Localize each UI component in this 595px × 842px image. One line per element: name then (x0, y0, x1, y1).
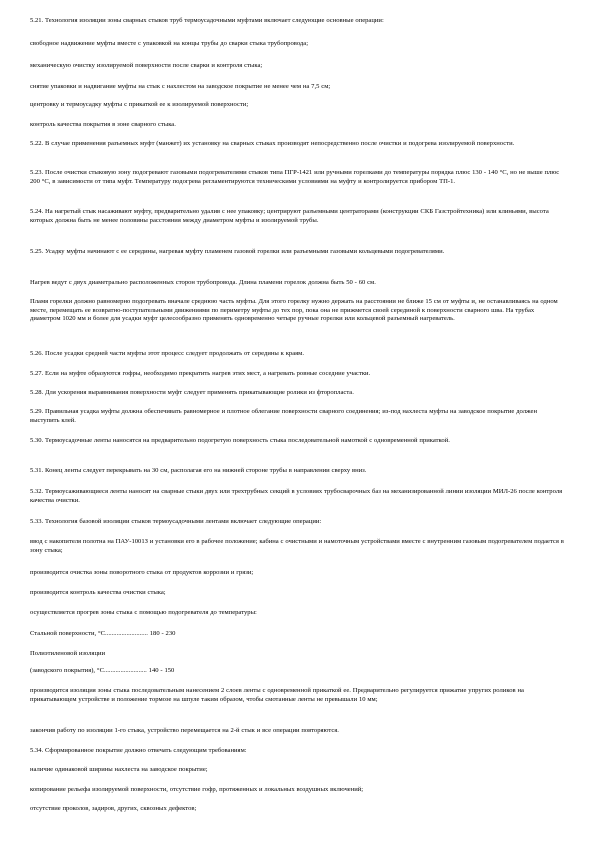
paragraph: осуществляется прогрев зоны стыка с помощью подогревателя до температуры: (30, 609, 257, 616)
temperature-row: Стальной поверхности, °С.......................... 180 - 230 (30, 630, 176, 637)
paragraph: наличие одинаковой ширины нахлеста на заводское покрытие; (30, 766, 208, 773)
paragraph-5-30: 5.30. Термоусадочные ленты наносятся на предварительно подогретую поверхность стыка последовательной намоткой с одновременной прикаткой. (30, 437, 450, 444)
paragraph: производится изоляция зоны стыка последовательным нанесением 2 слоев ленты с одновременной прикаткой ее. Предварительно регулируется прижатие упругих роликов на прикатывающем устройстве и положение тормозе на шпуле таким образом, чтобы смотанные ленты не превышали 10 мм; (30, 687, 524, 703)
paragraph-5-28: 5.28. Для ускорения выравнивания поверхности муфт следует применять прикатывающие ролики из фторопласта. (30, 389, 354, 396)
paragraph-5-22: 5.22. В случае применения разъемных муфт (манжет) их установку на сварных стыках производят непосредственно после очистки и подогрева изолируемой поверхности. (30, 140, 515, 147)
paragraph: свободное надвижение муфты вместе с упаковкой на концы трубы до сварки стыка трубопровода; (30, 40, 309, 47)
paragraph-5-26: 5.26. После усадки средней части муфты этот процесс следует продолжать от середины к краям. (30, 350, 304, 357)
paragraph: Нагрев ведут с двух диаметрально расположенных сторон трубопровода. Длина пламени горелок должна быть 50 - 60 см. (30, 279, 376, 286)
paragraph-5-32: 5.32. Термоусаживающиеся ленты наносят на сварные стыки двух или трехтрубных секций в условиях трубосварочных баз на механизированной линии изоляции МИЛ-26 после контроля качества очистки. (30, 488, 563, 504)
paragraph-5-29: 5.29. Правильная усадка муфты должна обеспечивать равномерное и плотное облегание поверхности сварного соединения; из-под нахлеста муфты на заводское покрытие должен выступить клей. (30, 408, 537, 424)
paragraph: производится очистка зоны поворотного стыка от продуктов коррозии и грязи; (30, 569, 254, 576)
temperature-row: (заводского покрытия), °С.......................... 140 - 150 (30, 667, 175, 674)
paragraph-5-34: 5.34. Сформированное покрытие должно отвечать следующим требованиям: (30, 747, 247, 754)
paragraph-5-23: 5.23. После очистки стыковую зону подогревают газовыми подогревателями стыков типа ПГР-1421 или ручными горелками до температуры порядка плюс 130 - 140 °С, но не выше плюс 200 °С, в зависимости от типа муфт. Температуру подогрева регламентируются техническими условиями на муфту и контролируется прибором ТП-1. (30, 169, 560, 185)
paragraph: производится контроль качества очистки стыка; (30, 589, 166, 596)
paragraph: Пламя горелки должно равномерно подогревать вначале среднюю часть муфты. Для этого горелку нужно держать на расстоянии не ближе 15 см от муфты и, не останавливаясь на одном месте, перемещать ее возвратно-поступательными движениями по периметру муфты до тех пор, пока она не прижмется своей серединой к поверхности сварного шва. На трубах диаметром 1020 мм и более для усадки муфт целесообразно применять одновременно четыре ручные горелки или кольцевой разъемный нагреватель. (30, 298, 558, 323)
paragraph: закончив работу по изоляции 1-го стыка, устройство перемещается на 2-й стык и все операции повторяются. (30, 727, 339, 734)
paragraph-5-24: 5.24. На нагретый стык насаживают муфту, предварительно удалив с нее упаковку; центрируют разъемными центраторами (конструкции СКБ Газстройтехника) или клиньями, высота которых должна быть не менее половины расстояния между диаметром муфты и изолируемой трубы. (30, 208, 549, 224)
paragraph: центровку и термоусадку муфты с прикаткой ее к изолируемой поверхности; (30, 101, 249, 108)
paragraph: контроль качества покрытия в зоне сварного стыка. (30, 121, 176, 128)
paragraph: ввод с накопителя полотна на ПАУ-1001З и установки его в рабочее положение; кабина с очистными и намоточным устройствами вместе с внутренним газовым подогревателем подается в зону стыка; (30, 538, 564, 554)
paragraph: Полиэтиленовой изоляции (30, 650, 106, 657)
paragraph-5-21: 5.21. Технология изоляции зоны сварных стыков труб термоусадочными муфтами включает следующие основные операции: (30, 17, 384, 24)
paragraph-5-27: 5.27. Если на муфте образуются гофры, необходимо прекратить нагрев этих мест, а нагревать ровные соседние участки. (30, 370, 371, 377)
paragraph: механическую очистку изолируемой поверхности после сварки и контроля стыка; (30, 62, 263, 69)
paragraph: снятие упаковки и надвигание муфты на стык с нахлестом на заводское покрытие не менее чем на 7,5 см; (30, 83, 331, 90)
paragraph: отсутствие проколов, задиров, других, сквозных дефектов; (30, 805, 197, 812)
paragraph-5-31: 5.31. Конец ленты следует перекрывать на 30 см, располагая его на нижней стороне трубы в направлении сверху вниз. (30, 467, 367, 474)
paragraph-5-33: 5.33. Технология базовой изоляции стыков термоусадочными лентами включает следующие операции: (30, 518, 322, 525)
paragraph: копирование рельефа изолируемой поверхности, отсутствие гофр, протяженных и локальных воздушных включений; (30, 786, 364, 793)
paragraph-5-25: 5.25. Усадку муфты начинают с ее середины, нагревая муфту пламенем газовой горелки или разъемными газовыми кольцевыми подогревателями. (30, 248, 445, 255)
